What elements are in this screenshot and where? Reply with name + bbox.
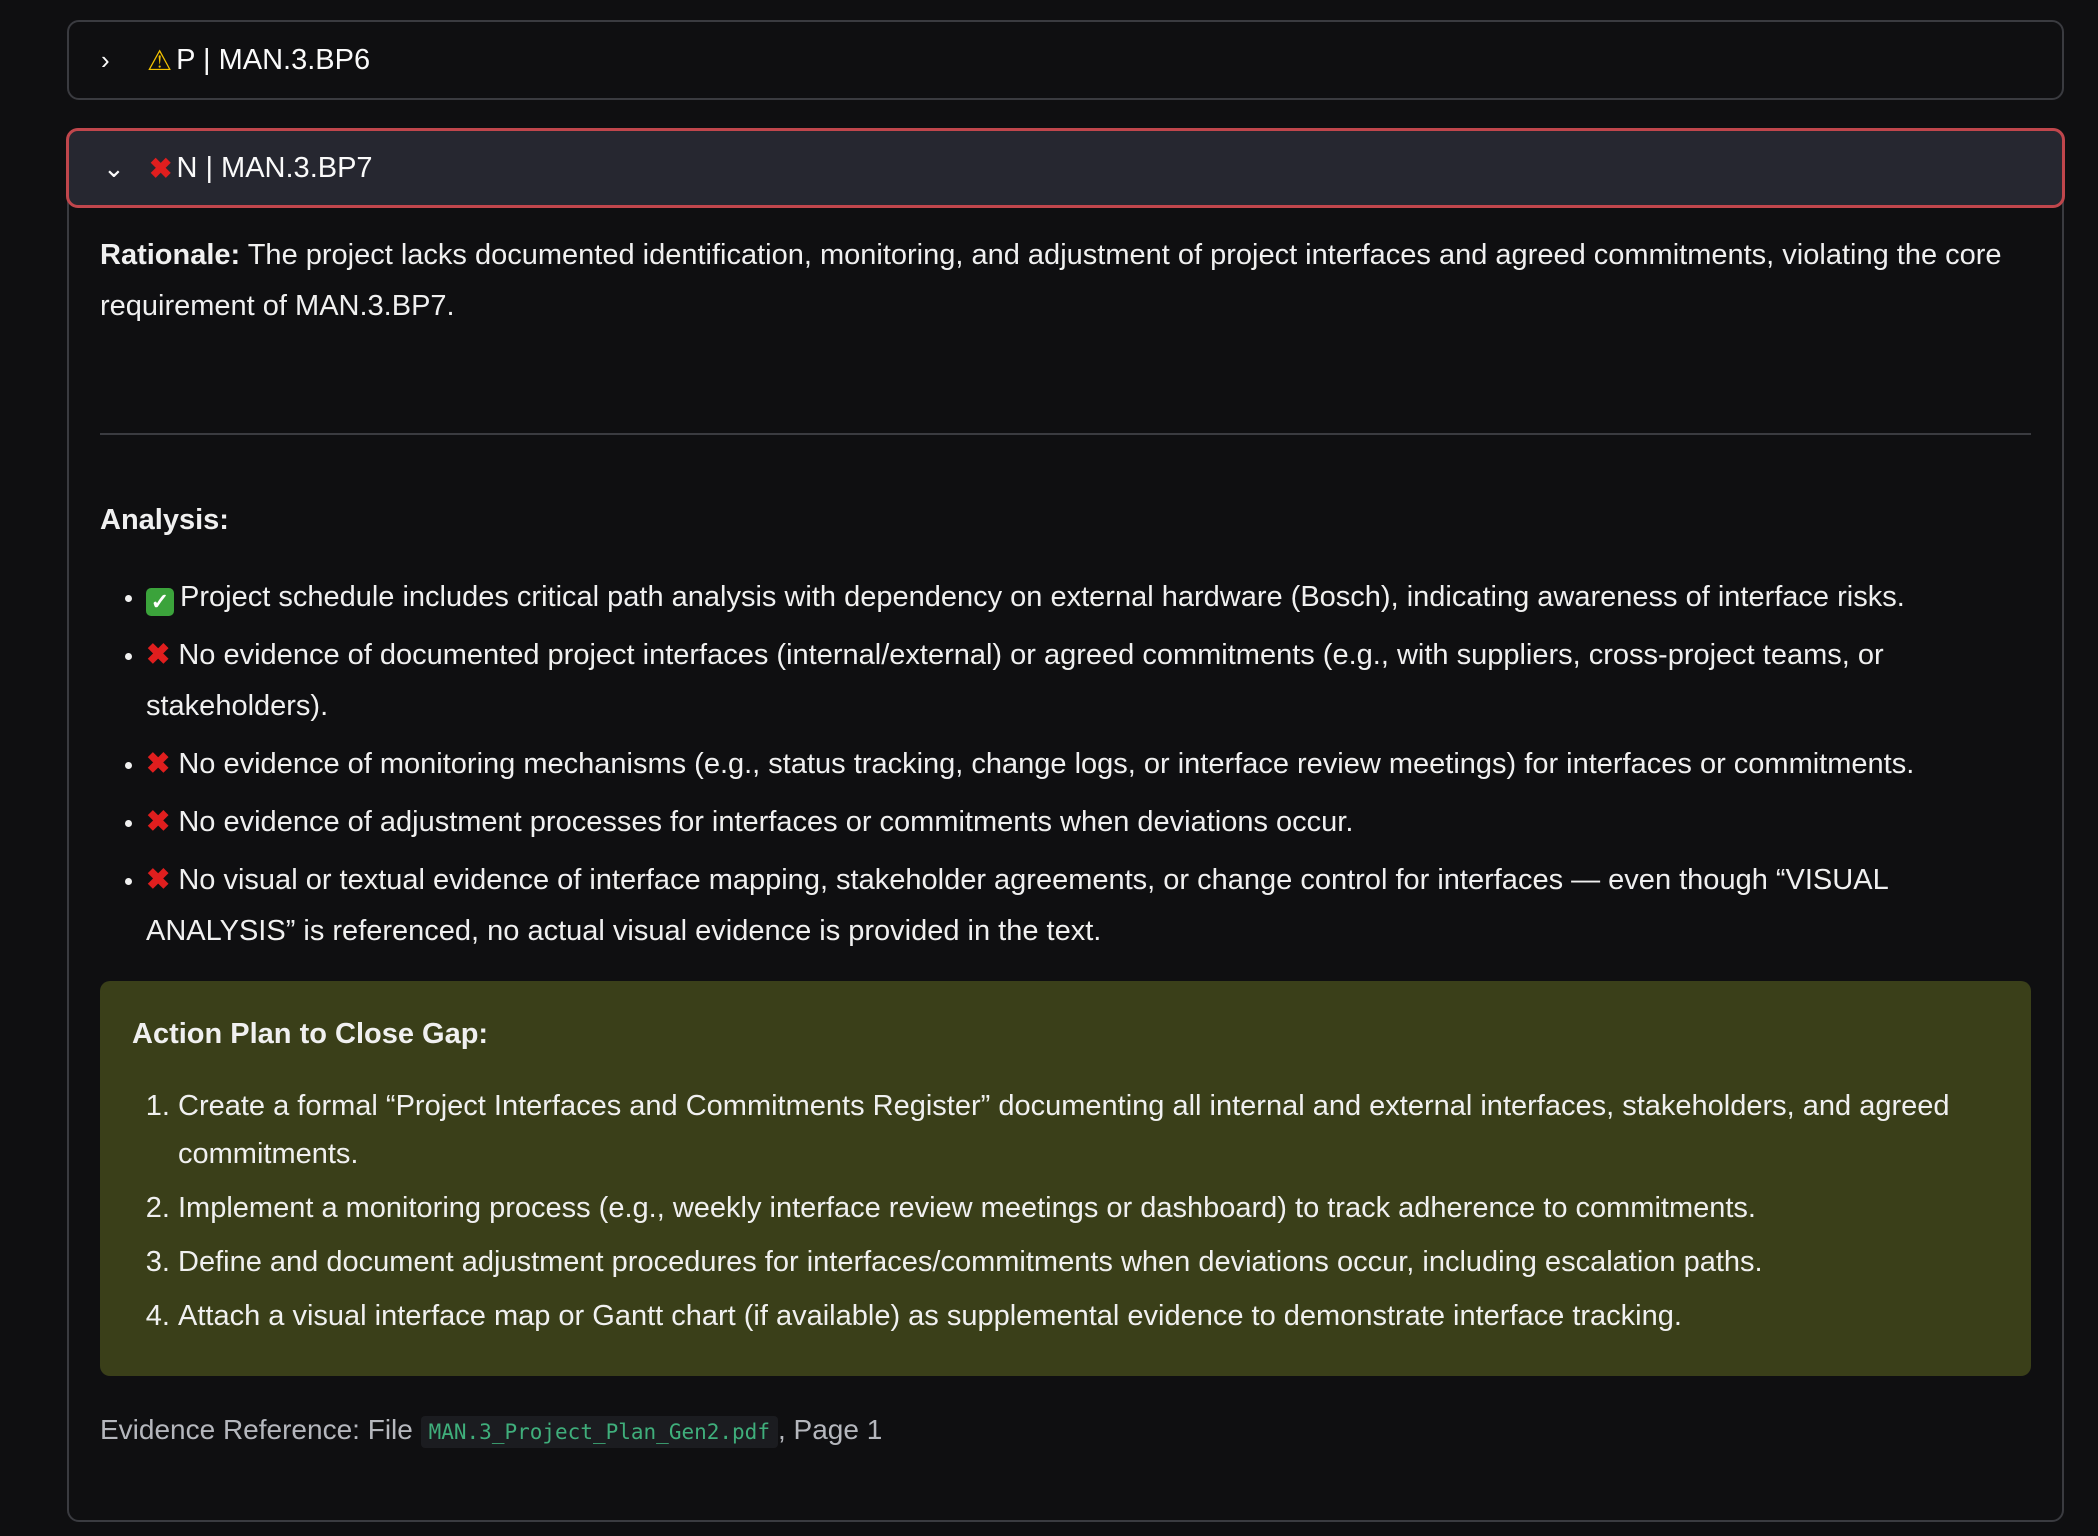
cross-mark-icon: ✖ <box>146 864 179 896</box>
rationale-label: Rationale: <box>100 239 241 271</box>
analysis-heading: Analysis: <box>100 504 229 536</box>
list-item-text: Project schedule includes critical path analysis with dependency on external hardware (Bosch), indicating awareness of interface risks. <box>180 581 1905 613</box>
action-plan-heading: Action Plan to Close Gap: <box>132 1018 489 1050</box>
cross-mark-icon: ✖ <box>149 152 173 184</box>
divider <box>100 433 2031 435</box>
list-item-text: No evidence of monitoring mechanisms (e.g., status tracking, change logs, or interface review meetings) for interfaces or commitments. <box>178 748 1915 780</box>
expander-title: N | MAN.3.BP7 <box>176 151 373 184</box>
cross-mark-icon: ✖ <box>146 806 179 838</box>
evidence-reference <box>100 1404 2031 1458</box>
expander-man3-bp6 <box>67 20 2064 100</box>
action-plan-list <box>132 1082 1999 1340</box>
list-item <box>146 572 2031 623</box>
chevron-right-icon: › <box>101 44 110 75</box>
list-item <box>146 630 2031 732</box>
action-item: 3. Define and document adjustment procedures for interfaces/commitments when deviations occur, including escalation paths. <box>178 1238 1999 1286</box>
check-mark-icon: ✓ <box>146 588 174 616</box>
list-item <box>146 739 2031 790</box>
warning-icon: ⚠ <box>147 44 173 76</box>
rationale <box>100 230 2031 332</box>
expander-title: P | MAN.3.BP6 <box>176 43 371 76</box>
list-item-text: No evidence of documented project interfaces (internal/external) or agreed commitments (e.g., with suppliers, cross-project teams, or stakeholders). <box>146 639 1884 722</box>
cross-mark-icon: ✖ <box>146 639 179 671</box>
action-item: 4. Attach a visual interface map or Gantt chart (if available) as supplemental evidence to demonstrate interface tracking. <box>178 1292 1999 1340</box>
action-plan-box <box>100 981 2031 1376</box>
evidence-prefix: Evidence Reference: File <box>100 1414 421 1445</box>
expander-man3-bp7 <box>67 128 2064 1522</box>
rationale-text: The project lacks documented identification, monitoring, and adjustment of project interfaces and agreed commitments, violating the core requirement of MAN.3.BP7. <box>100 239 2002 322</box>
expander-header-bp7[interactable] <box>66 128 2065 208</box>
expander-content <box>100 230 2031 1458</box>
evidence-suffix: , Page 1 <box>777 1414 883 1445</box>
list-item-text: No visual or textual evidence of interface mapping, stakeholder agreements, or change control for interfaces — even though “VISUAL ANALYSIS” is referenced, no actual visual evidence is provided in the text. <box>146 864 1888 947</box>
list-item-text: No evidence of adjustment processes for interfaces or commitments when deviations occur. <box>178 806 1354 838</box>
action-item: 2. Implement a monitoring process (e.g., weekly interface review meetings or dashboard) to track adherence to commitments. <box>178 1184 1999 1232</box>
list-item <box>146 855 2031 957</box>
chevron-down-icon: ⌄ <box>103 152 125 183</box>
expander-header-bp6[interactable] <box>69 22 2062 98</box>
analysis-list <box>100 572 2031 957</box>
cross-mark-icon: ✖ <box>146 748 179 780</box>
action-item: 1. Create a formal “Project Interfaces and Commitments Register” documenting all internal and external interfaces, stakeholders, and agreed commitments. <box>178 1082 1999 1178</box>
evidence-file: MAN.3_Project_Plan_Gen2.pdf <box>421 1416 778 1448</box>
list-item <box>146 797 2031 848</box>
